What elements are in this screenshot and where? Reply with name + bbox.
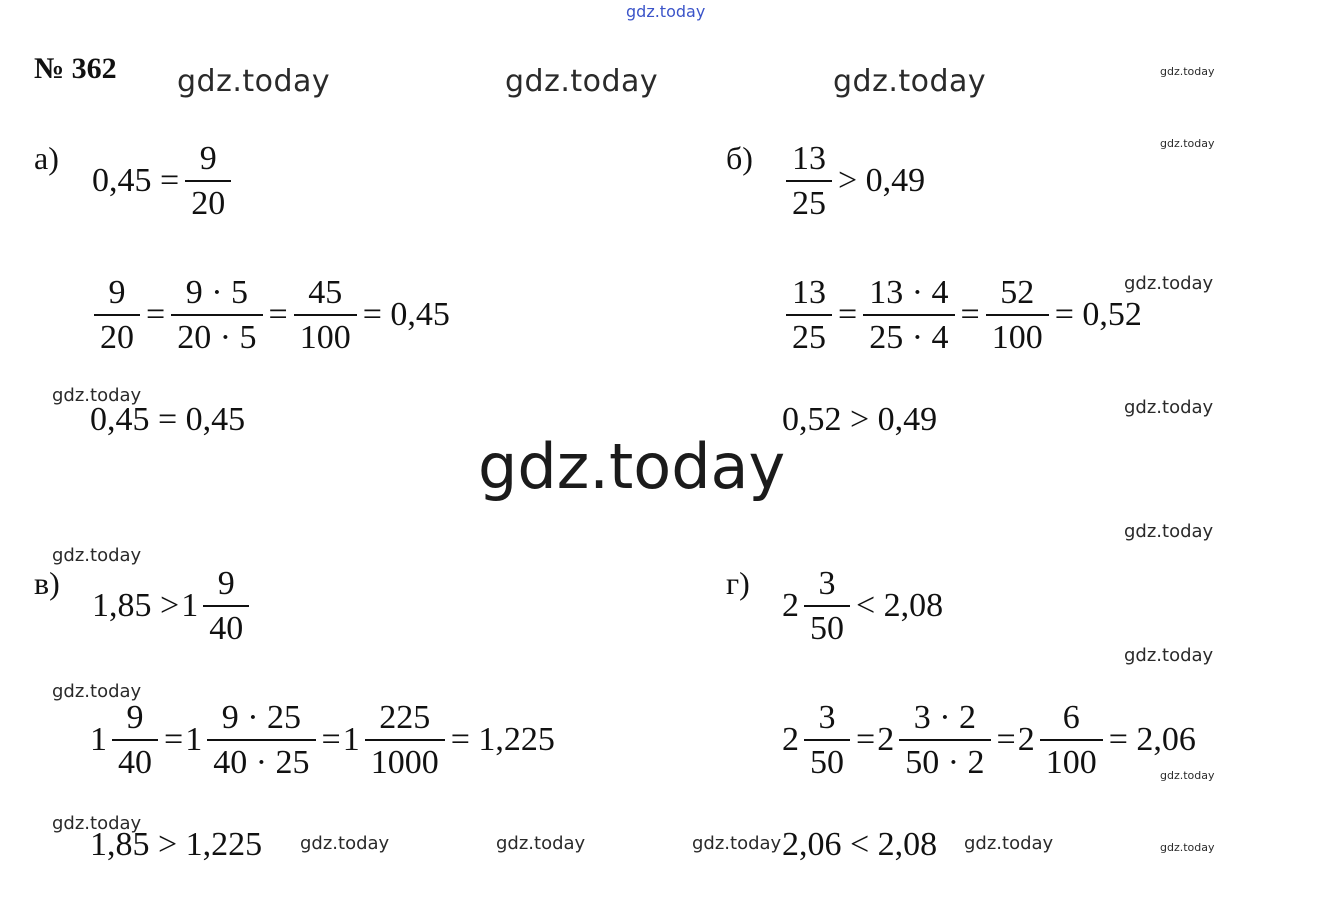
mixed-number: 2 $\frac{3}{50}$ [782,565,854,648]
watermark: gdz.today [52,385,142,406]
watermark: gdz.today [177,64,331,99]
mixed-number: 1 $\frac{9}{40}$ [90,699,162,782]
part-a-label: а) [34,140,59,176]
watermark: gdz.today [692,833,782,854]
part-a-line-2: $\frac{9}{20}$ = $\frac{9 \cdot 5}{20 \cdot 5}$ = $\frac{45}{100}$ = 0,45 [90,274,452,357]
fraction: $\frac{52}{100}$ [986,274,1049,357]
part-a-line-1 [90,140,235,223]
watermark: gdz.today [833,64,987,99]
watermark: gdz.today [1160,65,1215,78]
watermark: gdz.today [52,681,142,702]
mixed-number: 1 $\frac{9 \cdot 25}{40 \cdot 25}$ [185,699,319,782]
fraction: $\frac{9 \cdot 5}{20 \cdot 5}$ [171,274,262,357]
watermark: gdz.today [1124,645,1214,666]
part-v-line-2: 1 $\frac{9}{40}$ = 1 $\frac{9 \cdot 25}{40 \cdot 25}$ = 1 $\frac{225}{1000}$ = 1,225 [90,699,555,782]
part-b-conclusion: 0,52 > 0,49 [782,401,938,438]
watermark: gdz.today [964,833,1054,854]
watermark: gdz.today [505,64,659,99]
watermark-top: gdz.today [626,2,706,21]
fraction: $\frac{9}{20}$ [94,274,140,357]
part-g-conclusion: 2,06 < 2,08 [782,826,938,863]
mixed-number: 1 $\frac{225}{1000}$ [343,699,449,782]
expression: 0,45 = [92,162,180,200]
mixed-number: 2 $\frac{6}{100}$ [1018,699,1107,782]
problem-number: № 362 [34,52,117,85]
fraction: $\frac{45}{100}$ [294,274,357,357]
watermark: gdz.today [1160,841,1215,854]
watermark-large: gdz.today [478,430,786,503]
watermark: gdz.today [1160,137,1215,150]
watermark: gdz.today [52,545,142,566]
part-b-label: б) [726,140,753,176]
part-g-label: г) [726,565,750,601]
watermark: gdz.today [1124,397,1214,418]
watermark: gdz.today [52,813,142,834]
part-b-line-1: $\frac{13}{25}$ > 0,49 [782,140,927,223]
part-g-line-2: 2 $\frac{3}{50}$ = 2 $\frac{3 \cdot 2}{50 \cdot 2}$ = 2 $\frac{6}{100}$ = 2,06 [782,699,1196,782]
part-g-line-1: 2 $\frac{3}{50}$ < 2,08 [782,565,944,648]
part-v-conclusion: 1,85 > 1,225 [90,826,263,863]
fraction: $\frac{13}{25}$ [786,274,832,357]
part-b-line-2: $\frac{13}{25}$ = $\frac{13 \cdot 4}{25 \cdot 4}$ = $\frac{52}{100}$ = 0,52 [782,274,1144,357]
watermark: gdz.today [1124,273,1214,294]
part-v-label: в) [34,565,60,601]
part-v-line-1: 1,85 > 1 $\frac{9}{40}$ [90,565,253,648]
watermark: gdz.today [1124,521,1214,542]
watermark: gdz.today [496,833,586,854]
watermark: gdz.today [300,833,390,854]
mixed-number: 1 $\frac{9}{40}$ [181,565,253,648]
watermark: gdz.today [1160,769,1215,782]
mixed-number: 2 $\frac{3 \cdot 2}{50 \cdot 2}$ [877,699,994,782]
fraction: $\frac{13}{25}$ [786,140,832,223]
fraction: $\frac{9}{20}$ [185,140,231,223]
part-a-conclusion: 0,45 = 0,45 [90,401,246,438]
fraction: $\frac{13 \cdot 4}{25 \cdot 4}$ [863,274,954,357]
mixed-number: 2 $\frac{3}{50}$ [782,699,854,782]
